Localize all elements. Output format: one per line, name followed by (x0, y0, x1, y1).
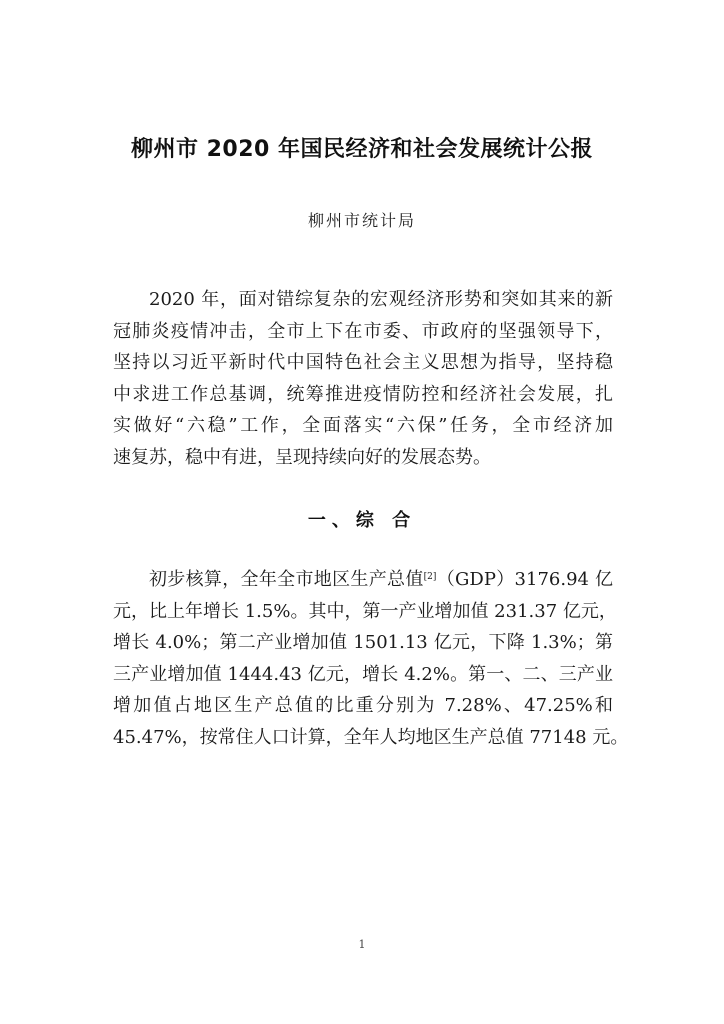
paragraph-line: 实做好“六稳”工作，全面落实“六保”任务，全市经济加 (113, 415, 613, 436)
section-heading-overview: 一、综 合 (307, 510, 417, 531)
page-number: 1 (358, 938, 366, 951)
document-author: 柳州市统计局 (307, 211, 416, 230)
line-text: （GDP）3176.94 亿 (436, 569, 614, 590)
line-text: 初步核算，全年全市地区生产总值 (149, 569, 424, 590)
document-title: 柳州市 2020 年国民经济和社会发展统计公报 (130, 137, 594, 162)
paragraph-line: 三产业增加值 1444.43 亿元，增长 4.2%。第一、二、三产业 (113, 663, 613, 685)
paragraph-line: 2020 年，面对错综复杂的宏观经济形势和突如其来的新 (149, 289, 613, 310)
paragraph-line: 中求进工作总基调，统筹推进疫情防控和经济社会发展，扎 (113, 383, 613, 405)
paragraph-line: 增长 4.0%；第二产业增加值 1501.13 亿元，下降 1.3%；第 (113, 632, 613, 653)
paragraph-line: 速复苏，稳中有进，呈现持续向好的发展态势。 (113, 446, 491, 468)
paragraph-line: 元，比上年增长 1.5%。其中，第一产业增加值 231.37 亿元， (113, 600, 617, 622)
paragraph-line: 增加值占地区生产总值的比重分别为 7.28%、47.25%和 (113, 695, 613, 716)
intro-paragraph (113, 284, 613, 473)
paragraph-line: 坚持以习近平新时代中国特色社会主义思想为指导，坚持稳 (113, 352, 613, 373)
paragraph-line: 冠肺炎疫情冲击，全市上下在市委、市政府的坚强领导下， (113, 320, 613, 342)
overview-paragraph (113, 564, 629, 753)
paragraph-line (113, 564, 613, 596)
footnote-reference[interactable]: [2] (423, 572, 437, 582)
paragraph-line: 45.47%，按常住人口计算，全年人均地区生产总值 77148 元。 (113, 726, 629, 748)
